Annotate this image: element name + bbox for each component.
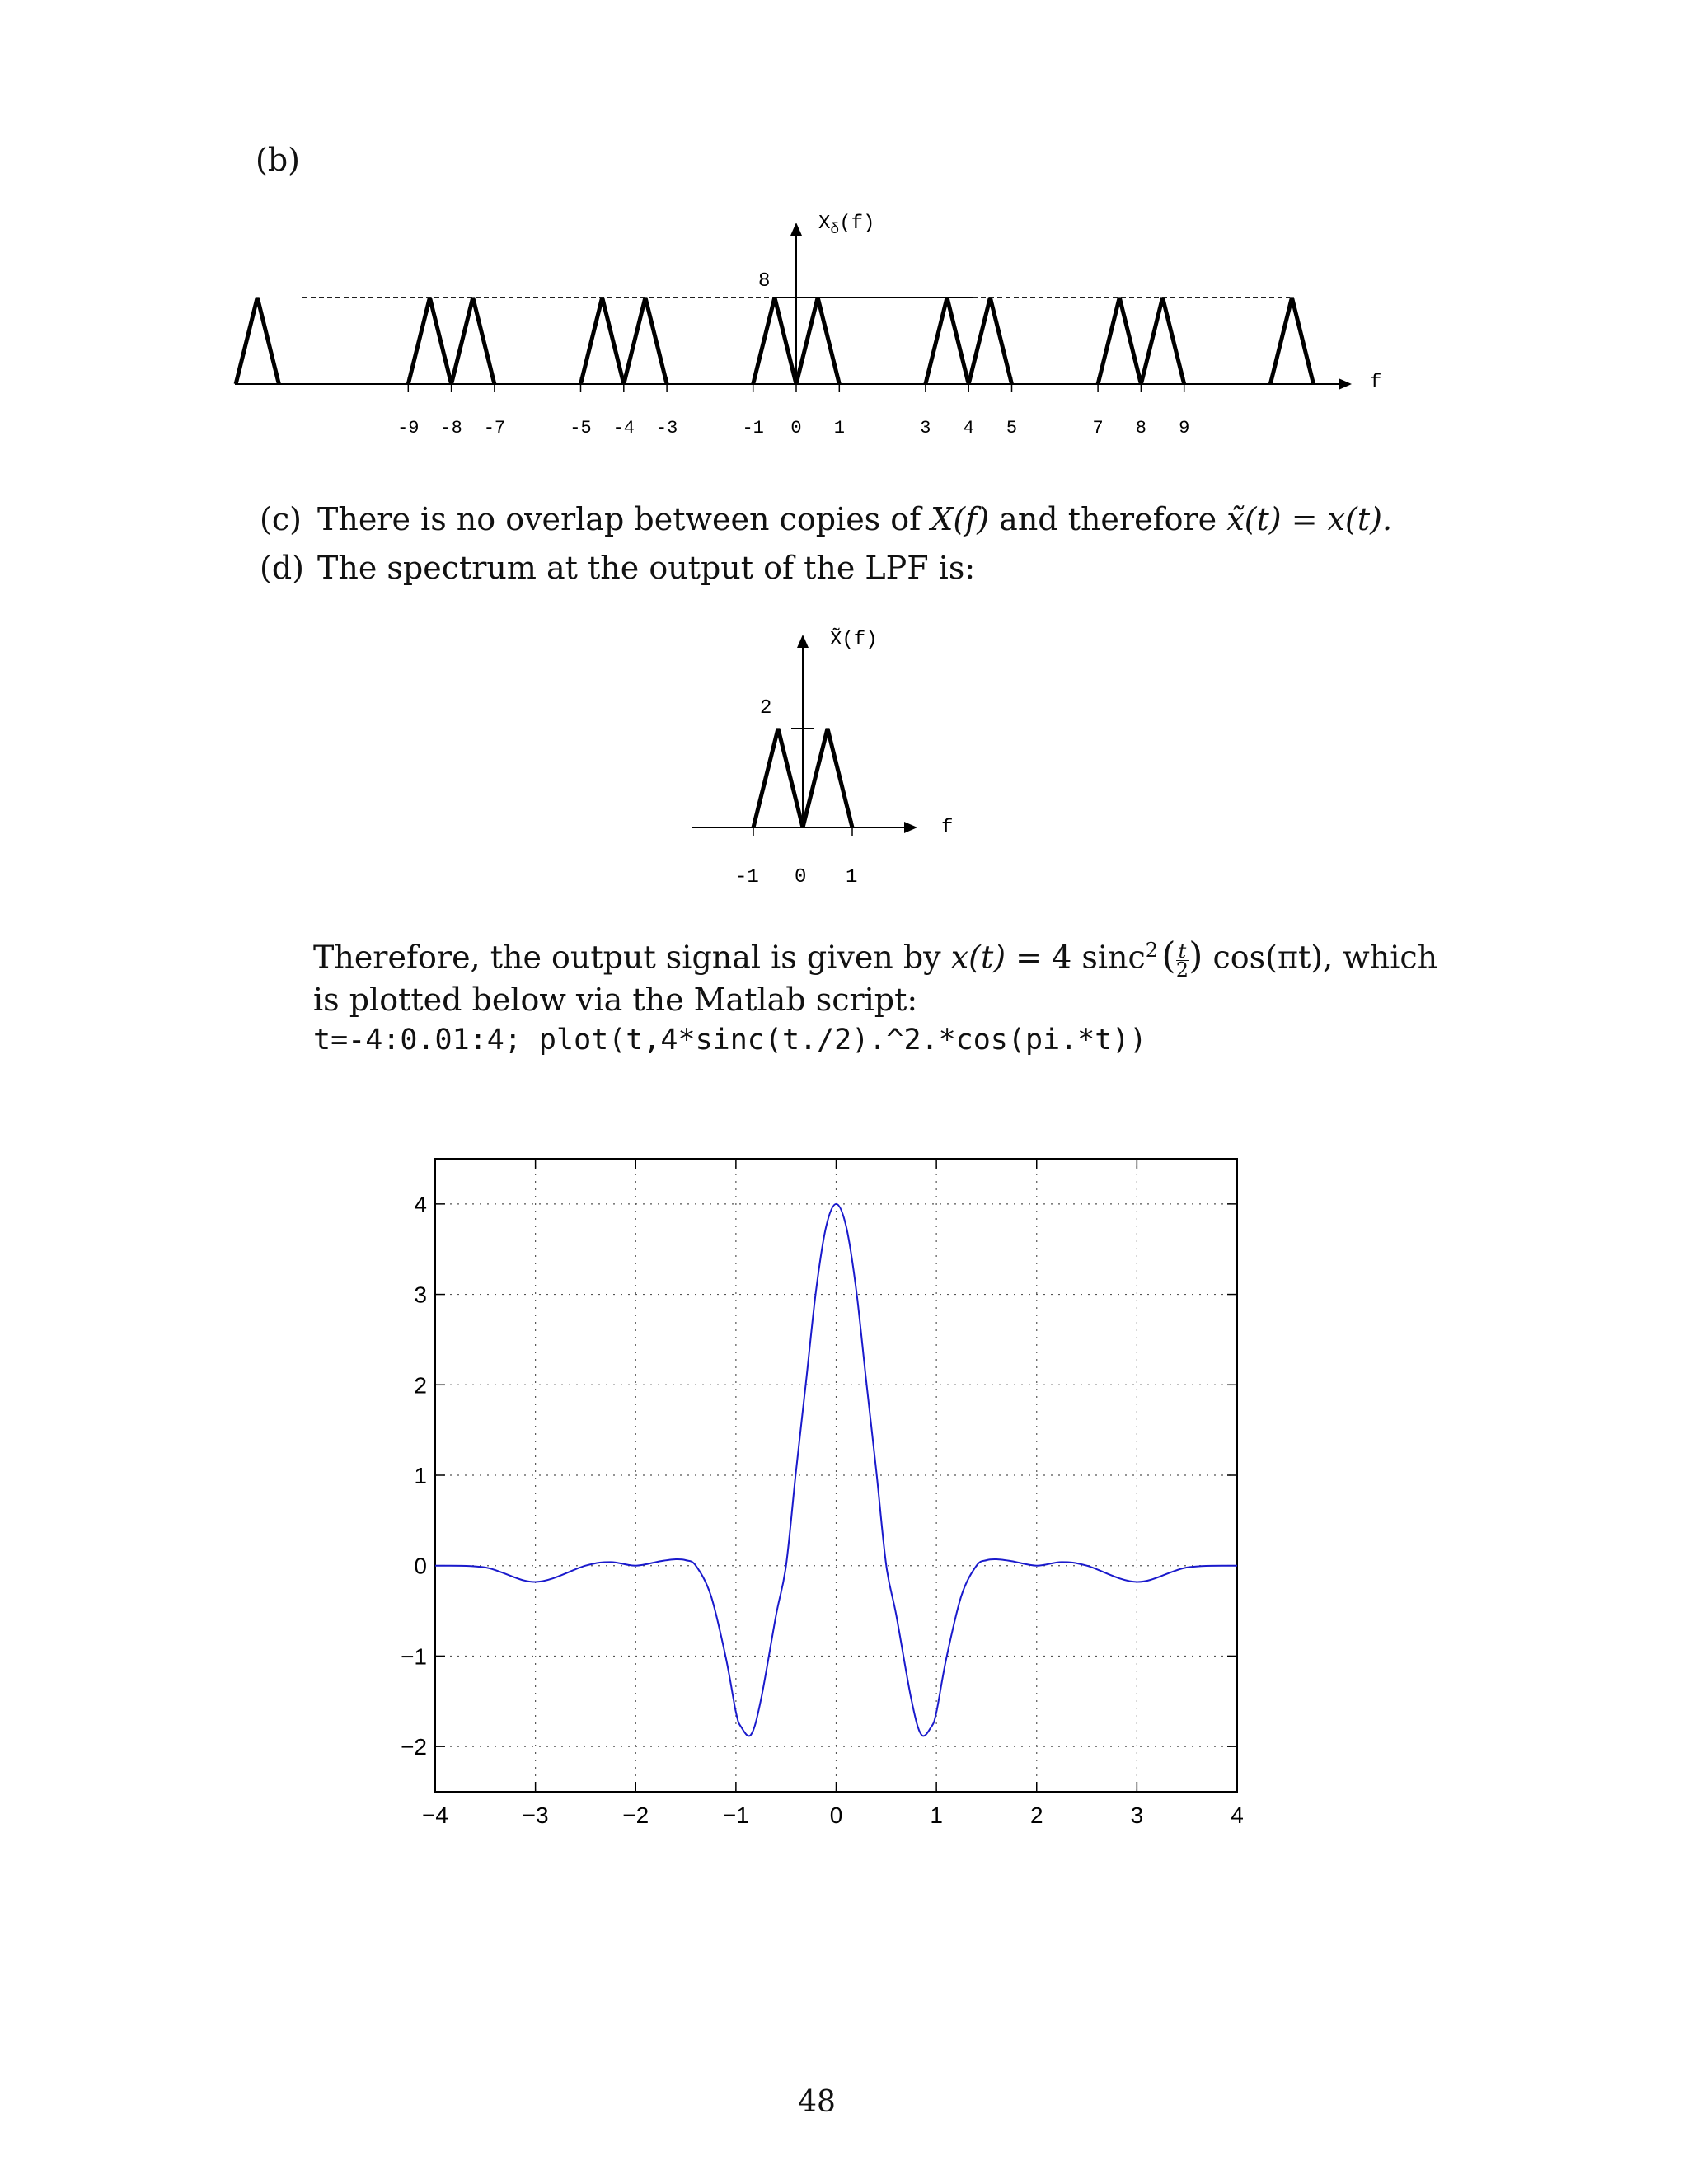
figure-b-tick-label: -3 (655, 418, 678, 438)
plot-x-tick-label: 3 (1130, 1802, 1144, 1828)
figure-b-tick-label: -7 (483, 418, 506, 438)
figure-d-x-label: f (941, 817, 954, 839)
figure-b-triangle (1098, 298, 1141, 384)
item-c (260, 501, 1392, 537)
figure-b-y-arrow (790, 223, 802, 236)
matlab-plot (379, 1137, 1286, 1838)
figure-b-triangle (408, 298, 451, 384)
plot-x-tick-label: 2 (1029, 1802, 1043, 1828)
paragraph-math-eq: = 4 sinc (1006, 939, 1146, 976)
item-d-text: The spectrum at the output of the LPF is: (317, 550, 976, 586)
figure-d-spectrum (659, 610, 989, 898)
figure-b-triangle (624, 298, 667, 384)
page-number: 48 (798, 2085, 836, 2119)
item-c-text-1: There is no overlap between copies of (317, 501, 931, 537)
figure-b-tick-label: 3 (920, 418, 931, 438)
item-c-tag: (c) (260, 501, 302, 537)
paragraph-text-1: Therefore, the output signal is given by (313, 939, 951, 976)
paragraph-math-rest: cos(πt) (1203, 939, 1324, 976)
figure-b-x-label: f (1370, 372, 1382, 394)
figure-d-triangle-left (753, 729, 803, 827)
paragraph-sup: 2 (1145, 939, 1159, 962)
figure-b-triangle (1270, 298, 1313, 384)
plot-x-tick-label: −2 (622, 1802, 649, 1828)
plot-y-tick-label: 4 (414, 1191, 427, 1217)
figure-b-triangle (1141, 298, 1184, 384)
figure-d-peak-label: 2 (760, 697, 772, 719)
figure-b-tick-label: -1 (742, 418, 764, 438)
figure-b-tick-label: 5 (1006, 418, 1018, 438)
plot-y-tick-label: −2 (401, 1734, 427, 1760)
plot-y-tick-label: 1 (414, 1463, 427, 1488)
figure-b-tick-label: 9 (1179, 418, 1190, 438)
plot-x-tick-label: 1 (930, 1802, 943, 1828)
plot-y-tick-label: −1 (401, 1643, 427, 1670)
figure-b-y-label: $X_\delta(f)$ (818, 213, 875, 238)
figure-d-triangle-right (803, 729, 852, 827)
paragraph-text-2: , which is plotted below via the Matlab script: (313, 939, 1438, 1018)
item-d (260, 550, 975, 586)
figure-b-peak-label: 8 (758, 270, 771, 293)
item-c-math-1: X(f) (931, 501, 990, 537)
figure-b-tick-label: 4 (963, 418, 974, 438)
part-b-label: (b) (256, 142, 300, 178)
plot-x-tick-label: 4 (1231, 1802, 1244, 1828)
figure-b-tick-label: 7 (1092, 418, 1104, 438)
figure-b-tick-label: -5 (570, 418, 592, 438)
figure-b-tick-label: 0 (790, 418, 802, 438)
figure-b-tick-label: 8 (1135, 418, 1147, 438)
fraction-denominator: 2 (1175, 958, 1189, 982)
figure-b-triangle (452, 298, 495, 384)
figure-b-triangle (581, 298, 624, 384)
item-c-text-2: and therefore (989, 501, 1227, 537)
plot-x-tick-label: −4 (422, 1802, 448, 1828)
item-c-math-2: x̃(t) = x(t). (1226, 501, 1393, 537)
figure-b-triangle (968, 298, 1011, 384)
paragraph-fraction (1175, 939, 1189, 982)
figure-b-x-arrow (1339, 378, 1352, 390)
figure-b-triangles (236, 298, 1314, 384)
figure-d-x-arrow (904, 822, 917, 833)
figure-b-triangle (926, 298, 968, 384)
figure-d-tick-label: 0 (795, 866, 807, 888)
figure-b-triangle (796, 298, 839, 384)
output-signal-paragraph: Therefore, the output signal is given by x(t) = 4 sinc$^2$ ( $\frac{t}{2}$ ) cos(πt), which is plotted below via the Matlab script: (313, 935, 1438, 1018)
plot-x-tick-label: −3 (522, 1802, 549, 1828)
figure-b-tick-label: -4 (612, 418, 635, 438)
plot-y-tick-label: 3 (414, 1282, 427, 1308)
figure-b-tick-label: -8 (440, 418, 462, 438)
figure-b-tick-label: -9 (397, 418, 420, 438)
figure-b-triangle (753, 298, 796, 384)
matlab-script: t=-4:0.01:4; plot(t,4*sinc(t./2).^2.*cos(pi.*t)) (313, 1024, 1147, 1057)
figure-b-spectrum (0, 0, 1688, 462)
figure-d-y-arrow (797, 635, 809, 648)
item-d-tag: (d) (260, 550, 304, 586)
plot-y-tick-label: 2 (414, 1372, 427, 1399)
plot-y-tick-label: 0 (414, 1553, 427, 1579)
figure-b-tick-labels (397, 418, 1189, 438)
figure-d-tick-label: -1 (735, 866, 759, 888)
figure-d-tick-label: 1 (846, 866, 858, 888)
paragraph-math-lhs: x(t) (950, 939, 1006, 976)
fraction-numerator: t (1176, 942, 1189, 961)
plot-x-tick-label: −1 (722, 1802, 749, 1828)
figure-b-tick-label: 1 (833, 418, 845, 438)
plot-x-tick-label: 0 (829, 1802, 843, 1828)
figure-d-y-label: X̃(f) (830, 629, 878, 651)
figure-b-triangle (236, 298, 279, 384)
